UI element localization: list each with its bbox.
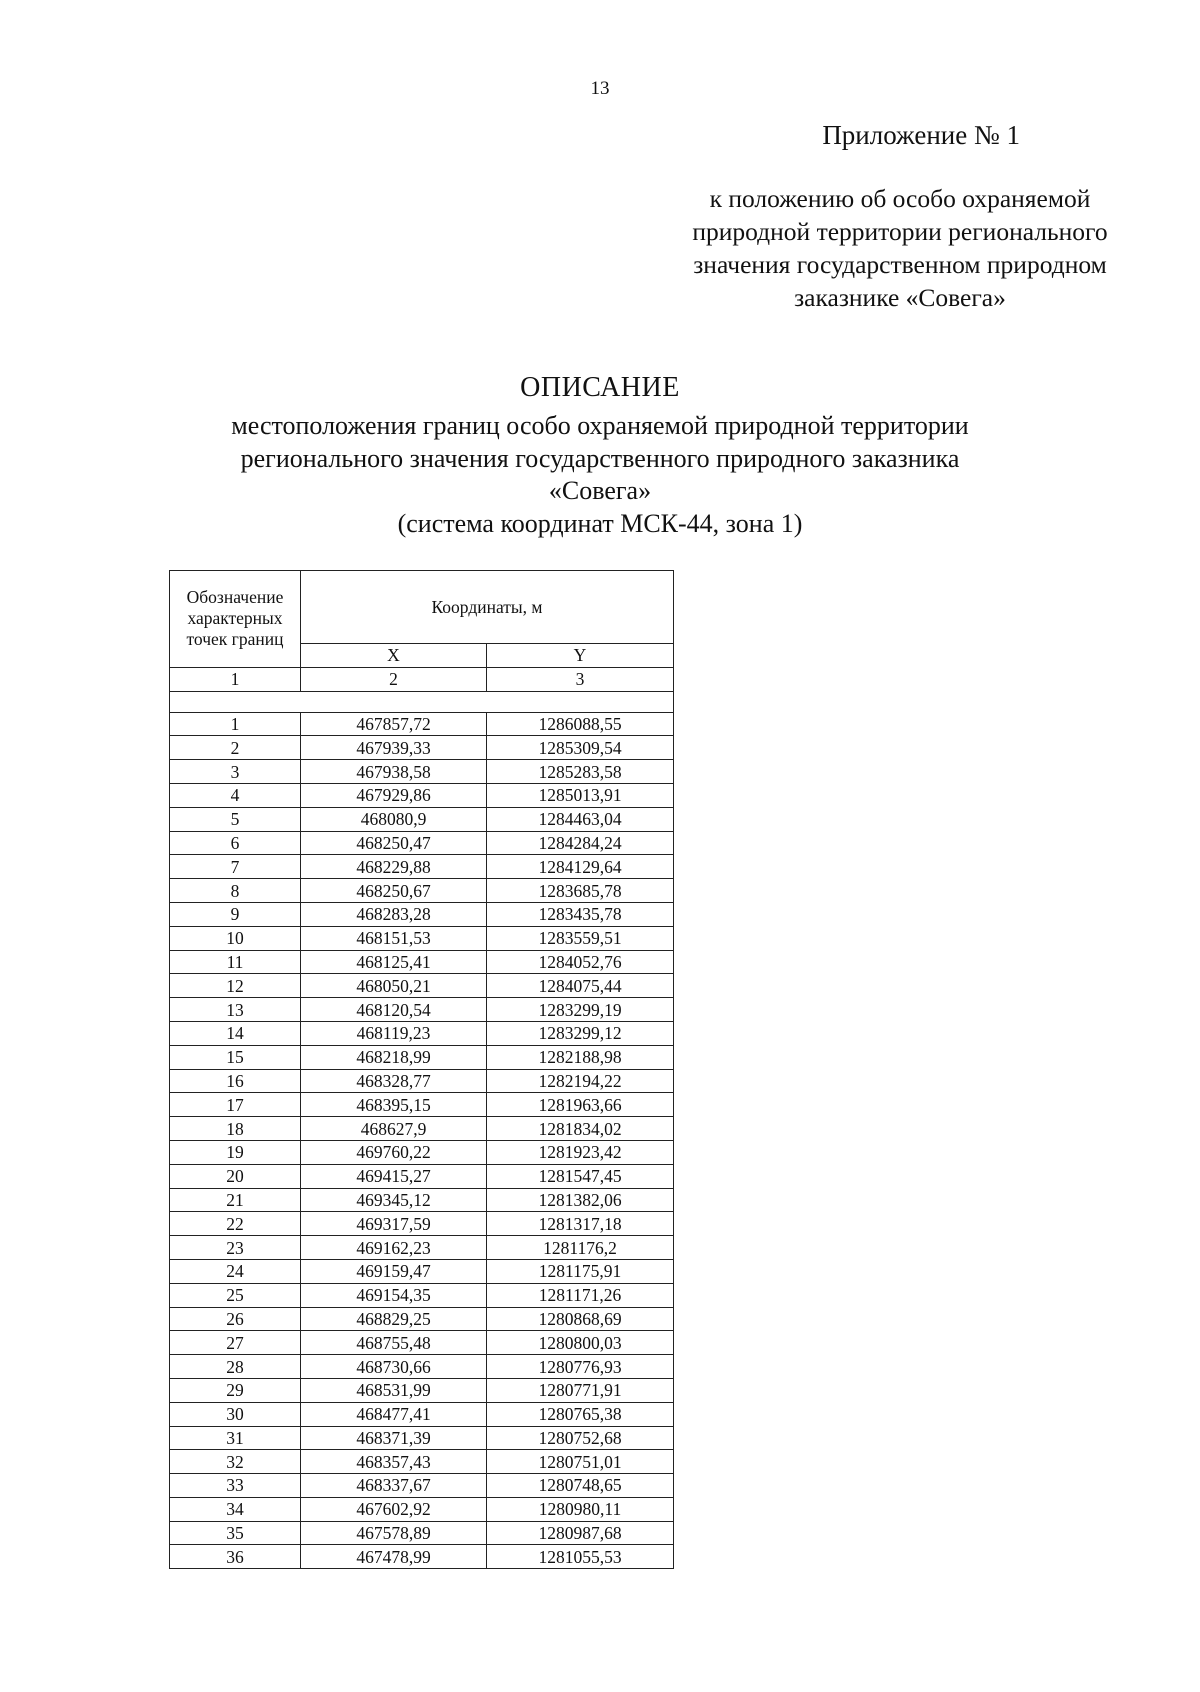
table-row bbox=[170, 950, 674, 974]
table-row bbox=[170, 1021, 674, 1045]
x-coordinate-cell: 468477,41 bbox=[301, 1402, 487, 1426]
table-row bbox=[170, 1378, 674, 1402]
table-row bbox=[170, 1521, 674, 1545]
point-number-cell: 11 bbox=[170, 950, 301, 974]
table-row bbox=[170, 1140, 674, 1164]
table-row bbox=[170, 783, 674, 807]
table-row bbox=[170, 1545, 674, 1569]
point-number-cell: 4 bbox=[170, 783, 301, 807]
point-number-cell: 7 bbox=[170, 855, 301, 879]
point-number-cell: 23 bbox=[170, 1236, 301, 1260]
point-number-cell: 5 bbox=[170, 807, 301, 831]
y-coordinate-cell: 1285283,58 bbox=[487, 760, 674, 784]
table-row bbox=[170, 831, 674, 855]
x-coordinate-cell: 469345,12 bbox=[301, 1188, 487, 1212]
table-row bbox=[170, 1045, 674, 1069]
y-coordinate-cell: 1283435,78 bbox=[487, 902, 674, 926]
table-row bbox=[170, 855, 674, 879]
table-row bbox=[170, 1117, 674, 1141]
table-row bbox=[170, 1164, 674, 1188]
x-coordinate-cell: 468250,67 bbox=[301, 879, 487, 903]
page-number: 13 bbox=[590, 78, 610, 99]
x-coordinate-cell: 468125,41 bbox=[301, 950, 487, 974]
appendix-reference-line: природной территории регионального bbox=[692, 217, 1108, 246]
y-coordinate-cell: 1284463,04 bbox=[487, 807, 674, 831]
x-coordinate-cell: 468531,99 bbox=[301, 1378, 487, 1402]
y-coordinate-cell: 1281382,06 bbox=[487, 1188, 674, 1212]
table-row bbox=[170, 1188, 674, 1212]
x-coordinate-cell: 468283,28 bbox=[301, 902, 487, 926]
table-row bbox=[170, 926, 674, 950]
y-header: Y bbox=[487, 644, 674, 668]
x-coordinate-cell: 467939,33 bbox=[301, 736, 487, 760]
point-number-cell: 20 bbox=[170, 1164, 301, 1188]
point-number-cell: 9 bbox=[170, 902, 301, 926]
x-coordinate-cell: 468120,54 bbox=[301, 998, 487, 1022]
table-row bbox=[170, 807, 674, 831]
x-coordinate-cell: 469162,23 bbox=[301, 1236, 487, 1260]
table-row bbox=[170, 1331, 674, 1355]
y-coordinate-cell: 1283559,51 bbox=[487, 926, 674, 950]
x-coordinate-cell: 468229,88 bbox=[301, 855, 487, 879]
point-number-cell: 31 bbox=[170, 1426, 301, 1450]
y-coordinate-cell: 1281923,42 bbox=[487, 1140, 674, 1164]
y-coordinate-cell: 1284075,44 bbox=[487, 974, 674, 998]
x-coordinate-cell: 467578,89 bbox=[301, 1521, 487, 1545]
x-header: X bbox=[301, 644, 487, 668]
table-row bbox=[170, 1283, 674, 1307]
x-coordinate-cell: 468755,48 bbox=[301, 1331, 487, 1355]
x-coordinate-cell: 468119,23 bbox=[301, 1021, 487, 1045]
table-row bbox=[170, 1236, 674, 1260]
y-coordinate-cell: 1280776,93 bbox=[487, 1355, 674, 1379]
x-coordinate-cell: 468357,43 bbox=[301, 1450, 487, 1474]
x-coordinate-cell: 468730,66 bbox=[301, 1355, 487, 1379]
column-number: 2 bbox=[301, 667, 487, 691]
appendix-reference-line: заказнике «Совега» bbox=[794, 283, 1006, 312]
y-coordinate-cell: 1281547,45 bbox=[487, 1164, 674, 1188]
point-number-cell: 24 bbox=[170, 1259, 301, 1283]
table-row bbox=[170, 1259, 674, 1283]
y-coordinate-cell: 1282194,22 bbox=[487, 1069, 674, 1093]
column-number: 1 bbox=[170, 667, 301, 691]
x-coordinate-cell: 467478,99 bbox=[301, 1545, 487, 1569]
y-coordinate-cell: 1280771,91 bbox=[487, 1378, 674, 1402]
table-row bbox=[170, 712, 674, 736]
point-number-cell: 27 bbox=[170, 1331, 301, 1355]
coordinates-header: Координаты, м bbox=[301, 571, 674, 644]
y-coordinate-cell: 1281963,66 bbox=[487, 1093, 674, 1117]
table-row bbox=[170, 736, 674, 760]
x-coordinate-cell: 469154,35 bbox=[301, 1283, 487, 1307]
y-coordinate-cell: 1284284,24 bbox=[487, 831, 674, 855]
table-row bbox=[170, 1355, 674, 1379]
point-number-cell: 26 bbox=[170, 1307, 301, 1331]
table-row bbox=[170, 1093, 674, 1117]
y-coordinate-cell: 1283299,19 bbox=[487, 998, 674, 1022]
point-number-cell: 30 bbox=[170, 1402, 301, 1426]
table-row bbox=[170, 1426, 674, 1450]
appendix-reference bbox=[640, 182, 1160, 314]
point-number-cell: 1 bbox=[170, 712, 301, 736]
y-coordinate-cell: 1280748,65 bbox=[487, 1474, 674, 1498]
point-number-cell: 3 bbox=[170, 760, 301, 784]
point-number-cell: 29 bbox=[170, 1378, 301, 1402]
table-row bbox=[170, 1212, 674, 1236]
x-coordinate-cell: 467929,86 bbox=[301, 783, 487, 807]
point-number-cell: 25 bbox=[170, 1283, 301, 1307]
y-coordinate-cell: 1284052,76 bbox=[487, 950, 674, 974]
point-number-cell: 21 bbox=[170, 1188, 301, 1212]
x-coordinate-cell: 469760,22 bbox=[301, 1140, 487, 1164]
document-title: ОПИСАНИЕ bbox=[520, 372, 680, 403]
table-row bbox=[170, 1450, 674, 1474]
point-number-cell: 35 bbox=[170, 1521, 301, 1545]
x-coordinate-cell: 468371,39 bbox=[301, 1426, 487, 1450]
appendix-reference-line: к положению об особо охраняемой bbox=[709, 184, 1091, 213]
x-coordinate-cell: 468151,53 bbox=[301, 926, 487, 950]
x-coordinate-cell: 468829,25 bbox=[301, 1307, 487, 1331]
x-coordinate-cell: 467938,58 bbox=[301, 760, 487, 784]
y-coordinate-cell: 1286088,55 bbox=[487, 712, 674, 736]
point-number-cell: 16 bbox=[170, 1069, 301, 1093]
y-coordinate-cell: 1281055,53 bbox=[487, 1545, 674, 1569]
empty-section-row bbox=[170, 691, 674, 712]
point-number-cell: 15 bbox=[170, 1045, 301, 1069]
y-coordinate-cell: 1281317,18 bbox=[487, 1212, 674, 1236]
point-number-cell: 33 bbox=[170, 1474, 301, 1498]
point-number-cell: 22 bbox=[170, 1212, 301, 1236]
y-coordinate-cell: 1284129,64 bbox=[487, 855, 674, 879]
subtitle-line: местоположения границ особо охраняемой природной территории bbox=[231, 411, 969, 440]
table-row bbox=[170, 760, 674, 784]
point-number-cell: 19 bbox=[170, 1140, 301, 1164]
table-row bbox=[170, 1307, 674, 1331]
point-number-cell: 17 bbox=[170, 1093, 301, 1117]
point-designation-header: Обозначение характерных точек границ bbox=[170, 571, 301, 668]
point-number-cell: 12 bbox=[170, 974, 301, 998]
table-row bbox=[170, 879, 674, 903]
appendix-title: Приложение № 1 bbox=[822, 120, 1020, 150]
point-number-cell: 36 bbox=[170, 1545, 301, 1569]
y-coordinate-cell: 1281834,02 bbox=[487, 1117, 674, 1141]
y-coordinate-cell: 1280765,38 bbox=[487, 1402, 674, 1426]
table-body bbox=[170, 712, 674, 1569]
table-row bbox=[170, 1497, 674, 1521]
x-coordinate-cell: 468337,67 bbox=[301, 1474, 487, 1498]
y-coordinate-cell: 1280752,68 bbox=[487, 1426, 674, 1450]
y-coordinate-cell: 1280980,11 bbox=[487, 1497, 674, 1521]
x-coordinate-cell: 469159,47 bbox=[301, 1259, 487, 1283]
table-row bbox=[170, 974, 674, 998]
table-row bbox=[170, 1474, 674, 1498]
y-coordinate-cell: 1280868,69 bbox=[487, 1307, 674, 1331]
column-number: 3 bbox=[487, 667, 674, 691]
point-number-cell: 18 bbox=[170, 1117, 301, 1141]
y-coordinate-cell: 1280987,68 bbox=[487, 1521, 674, 1545]
x-coordinate-cell: 467602,92 bbox=[301, 1497, 487, 1521]
x-coordinate-cell: 468328,77 bbox=[301, 1069, 487, 1093]
point-number-cell: 6 bbox=[170, 831, 301, 855]
x-coordinate-cell: 468050,21 bbox=[301, 974, 487, 998]
point-number-cell: 14 bbox=[170, 1021, 301, 1045]
point-number-cell: 28 bbox=[170, 1355, 301, 1379]
y-coordinate-cell: 1281171,26 bbox=[487, 1283, 674, 1307]
document-subtitle bbox=[100, 410, 1100, 540]
y-coordinate-cell: 1283299,12 bbox=[487, 1021, 674, 1045]
point-number-cell: 2 bbox=[170, 736, 301, 760]
y-coordinate-cell: 1282188,98 bbox=[487, 1045, 674, 1069]
y-coordinate-cell: 1281176,2 bbox=[487, 1236, 674, 1260]
y-coordinate-cell: 1285309,54 bbox=[487, 736, 674, 760]
table-row bbox=[170, 998, 674, 1022]
point-number-cell: 34 bbox=[170, 1497, 301, 1521]
x-coordinate-cell: 469415,27 bbox=[301, 1164, 487, 1188]
point-number-cell: 13 bbox=[170, 998, 301, 1022]
x-coordinate-cell: 468218,99 bbox=[301, 1045, 487, 1069]
point-number-cell: 10 bbox=[170, 926, 301, 950]
x-coordinate-cell: 468250,47 bbox=[301, 831, 487, 855]
subtitle-line: «Совега» bbox=[548, 476, 652, 505]
y-coordinate-cell: 1280751,01 bbox=[487, 1450, 674, 1474]
table-row bbox=[170, 902, 674, 926]
x-coordinate-cell: 468395,15 bbox=[301, 1093, 487, 1117]
y-coordinate-cell: 1281175,91 bbox=[487, 1259, 674, 1283]
table-row bbox=[170, 1069, 674, 1093]
table-row bbox=[170, 1402, 674, 1426]
x-coordinate-cell: 467857,72 bbox=[301, 712, 487, 736]
y-coordinate-cell: 1283685,78 bbox=[487, 879, 674, 903]
coordinates-table bbox=[169, 570, 674, 1569]
y-coordinate-cell: 1280800,03 bbox=[487, 1331, 674, 1355]
point-number-cell: 32 bbox=[170, 1450, 301, 1474]
x-coordinate-cell: 468627,9 bbox=[301, 1117, 487, 1141]
appendix-reference-line: значения государственном природном bbox=[693, 250, 1107, 279]
subtitle-line: регионального значения государственного природного заказника bbox=[240, 443, 960, 473]
x-coordinate-cell: 468080,9 bbox=[301, 807, 487, 831]
subtitle-line: (система координат МСК-44, зона 1) bbox=[397, 508, 803, 538]
y-coordinate-cell: 1285013,91 bbox=[487, 783, 674, 807]
point-number-cell: 8 bbox=[170, 879, 301, 903]
x-coordinate-cell: 469317,59 bbox=[301, 1212, 487, 1236]
